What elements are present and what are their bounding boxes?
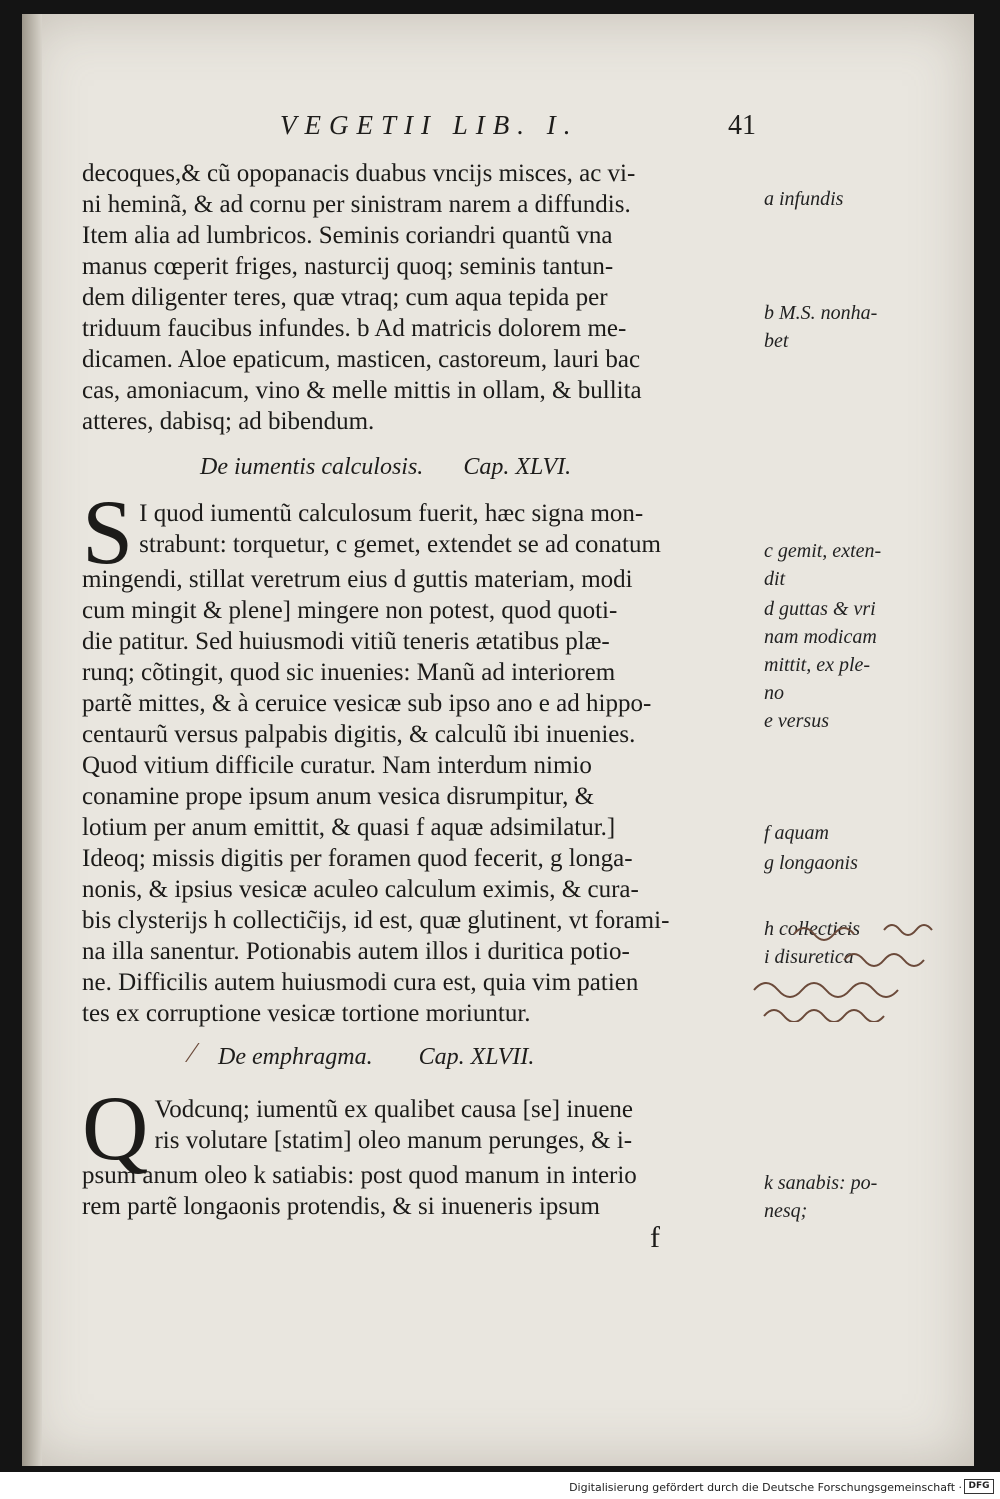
margin-note-d: nam modicam — [764, 626, 877, 648]
text-line: cum mingit & plene] mingere non potest, quod quoti- — [82, 597, 618, 624]
text-line: Item alia ad lumbricos. Seminis coriandri quantũ vna — [82, 222, 613, 249]
handwritten-annotation — [734, 912, 974, 1022]
margin-note-c: dit — [764, 568, 786, 590]
text-line: Ideoq; missis digitis per foramen quod fecerit, g longa- — [82, 845, 633, 872]
text-line: cas, amoniacum, vino & melle mittis in ollam, & bullita — [82, 377, 642, 404]
text-line: psum anum oleo k satiabis: post quod manum in interio — [82, 1162, 637, 1189]
text-line: ris volutare [statim] oleo manum perunges, & i- — [154, 1127, 633, 1154]
digitization-footer — [0, 1472, 1000, 1499]
margin-note-k: k sanabis: po- — [764, 1172, 878, 1194]
text-block-2 — [82, 481, 772, 1029]
text-line: centaurũ versus palpabis digitis, & calculũ ibi inuenies. — [82, 721, 636, 748]
text-line: runq; cõtingit, quod sic inuenies: Manũ ad interiorem — [82, 659, 616, 686]
footer-credit: Digitalisierung gefördert durch die Deutsche Forschungsgemeinschaft · — [569, 1481, 962, 1494]
margin-note-g: g longaonis — [764, 852, 858, 874]
text-line: ni heminã, & ad cornu per sinistram narem a diffundis. — [82, 191, 631, 218]
text-line: nonis, & ipsius vesicæ aculeo calculum eximis, & cura- — [82, 876, 639, 903]
text-line: rem partẽ longaonis protendis, & si inueneris ipsum — [82, 1193, 600, 1220]
running-title: VEGETII LIB. I. — [280, 110, 579, 140]
text-line: manus cœperit friges, nasturcij quoq; seminis tantun- — [82, 253, 614, 280]
page-spine-shadow — [22, 14, 42, 1466]
margin-note-d: d guttas & vri — [764, 598, 876, 620]
text-line: strabunt: torquetur, c gemet, extendet se ad conatum — [139, 531, 661, 558]
margin-note-f: f aquam — [764, 822, 829, 844]
text-line: triduum faucibus infundes. b Ad matricis dolorem me- — [82, 315, 627, 342]
drop-cap: S — [82, 481, 134, 583]
page-number: 41 — [728, 110, 756, 141]
text-line: ne. Difficilis autem huiusmodi cura est, quia vim patien — [82, 969, 639, 996]
chapter-title: De emphragma. — [218, 1044, 373, 1070]
text-line: mingendi, stillat veretrum eius d guttis materiam, modi — [82, 566, 633, 593]
text-line: dicamen. Aloe epaticum, masticen, castoreum, lauri bac — [82, 346, 641, 373]
handwritten-mark: ⁄ — [190, 1038, 195, 1069]
margin-note-d: no — [764, 682, 784, 704]
page-header — [22, 110, 974, 150]
margin-note-i: i disuretica — [764, 946, 854, 968]
dfg-logo: DFG — [964, 1479, 994, 1494]
margin-note-k: nesq; — [764, 1200, 808, 1222]
text-line: partẽ mittes, & à ceruice vesicæ sub ipso ano e ad hippo- — [82, 690, 652, 717]
chapter-heading-46 — [200, 454, 571, 481]
margin-note-e: e versus — [764, 710, 829, 732]
margin-note-b: bet — [764, 330, 789, 352]
text-line: Quod vitium difficile curatur. Nam interdum nimio — [82, 752, 592, 779]
text-block-3 — [82, 1077, 772, 1222]
book-page — [22, 14, 974, 1466]
chapter-heading-47 — [218, 1044, 534, 1071]
text-line: dem diligenter teres, quæ vtraq; cum aqua tepida per — [82, 284, 608, 311]
text-line: tes ex corruptione vesicæ tortione moriuntur. — [82, 1000, 531, 1027]
drop-cap: Q — [82, 1077, 149, 1179]
text-line: conamine prope ipsum anum vesica disrumpitur, & — [82, 783, 595, 810]
text-line: lotium per anum emittit, & quasi f aquæ adsimilatur.] — [82, 814, 616, 841]
text-line: I quod iumentũ calculosum fuerit, hæc signa mon- — [139, 500, 644, 527]
text-line: bis clysterijs h collectic̃ijs, id est, quæ glutinent, vt forami- — [82, 907, 670, 934]
chapter-title: De iumentis calculosis. — [200, 454, 424, 480]
text-line: decoques,& cũ opopanacis duabus vncijs misces, ac vi- — [82, 160, 636, 187]
chapter-number: Cap. XLVI. — [463, 454, 572, 480]
text-line: na illa sanentur. Potionabis autem illos i duritica potio- — [82, 938, 630, 965]
signature-mark: f — [650, 1221, 660, 1254]
margin-note-a: a infundis — [764, 188, 844, 210]
margin-note-b: b M.S. nonha- — [764, 302, 878, 324]
chapter-number: Cap. XLVII. — [418, 1044, 535, 1070]
text-line: die patitur. Sed huiusmodi vitiũ teneris ætatibus plæ- — [82, 628, 610, 655]
margin-note-c: c gemit, exten- — [764, 540, 882, 562]
margin-note-h: h collecticis — [764, 918, 861, 940]
text-line: atteres, dabisq; ad bibendum. — [82, 408, 375, 435]
text-line: Vodcunq; iumentũ ex qualibet causa [se] inuene — [154, 1096, 634, 1123]
margin-note-d: mittit, ex ple- — [764, 654, 871, 676]
text-block-1 — [82, 158, 772, 437]
